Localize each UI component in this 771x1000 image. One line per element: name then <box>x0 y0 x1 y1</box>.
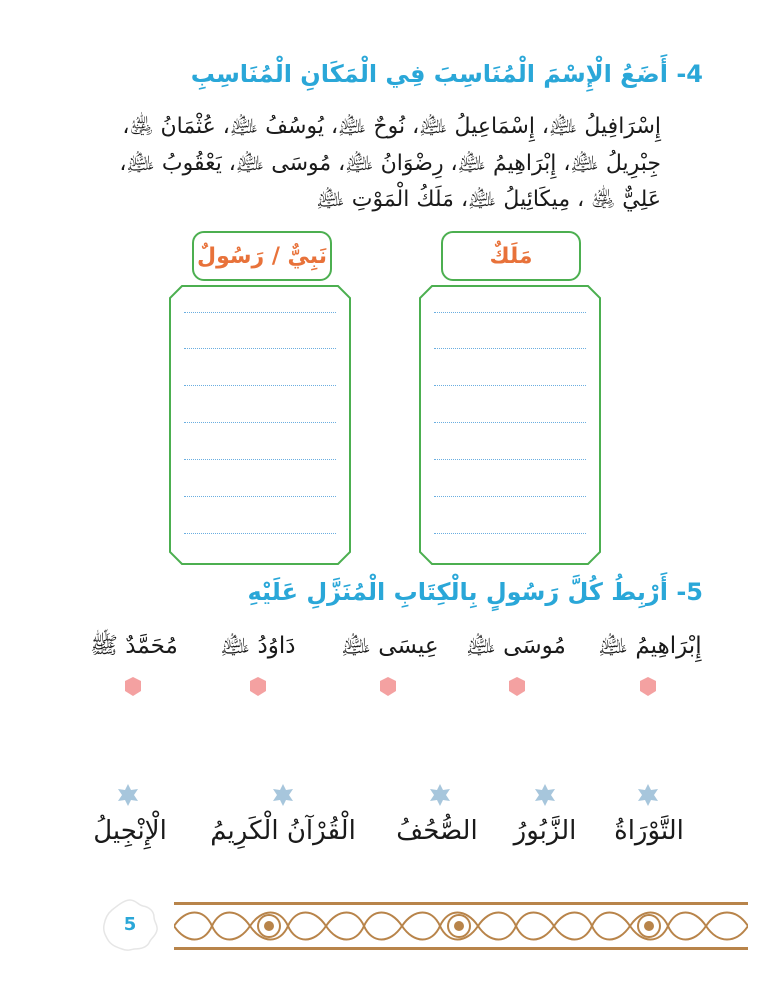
names-line-1: إِسْرَافِيلُ ﵇، إِسْمَاعِيلُ ﵇، نُوحٌ ﵇، يُوسُفُ ﵇، عُثْمَانُ ﵁، <box>122 114 661 139</box>
prophet-musa: مُوسَى ﵇ <box>466 633 566 659</box>
answer-line[interactable] <box>184 348 336 349</box>
star-dot-zabur <box>535 784 555 806</box>
prophet-dots <box>0 674 771 700</box>
names-line-3: عَلِيٌّ ﵁ ، مِيكَائِيلُ ﵇، مَلَكُ الْمَوْتِ ﵇ <box>316 187 661 212</box>
question-5-title: 5- أَرْبِطُ كُلَّ رَسُولٍ بِالْكِتَابِ الْمُنَزَّلِ عَلَيْهِ <box>247 578 703 606</box>
answer-line[interactable] <box>434 312 586 313</box>
answer-line[interactable] <box>434 496 586 497</box>
names-line-2: جِبْرِيلُ ﵇، إِبْرَاهِيمُ ﵇، رِضْوَانُ ﵇، مُوسَى ﵇، يَعْقُوبُ ﵇، <box>119 151 661 176</box>
answer-line[interactable] <box>434 533 586 534</box>
star-dot-quran <box>273 784 293 806</box>
answer-line[interactable] <box>434 459 586 460</box>
book-suhuf: الصُّحُفُ <box>396 816 478 846</box>
book-quran: الْقُرْآنُ الْكَرِيمُ <box>210 816 356 846</box>
page-number-badge <box>100 897 160 953</box>
connect-dot-ibrahim <box>640 677 656 696</box>
answer-line[interactable] <box>184 459 336 460</box>
prophet-ibrahim: إِبْرَاهِيمُ ﵇ <box>598 633 702 659</box>
answer-line[interactable] <box>184 312 336 313</box>
label-angel <box>441 231 581 281</box>
star-dot-tawrah <box>638 784 658 806</box>
answer-line[interactable] <box>184 385 336 386</box>
question-4-title: 4- أَضَعُ الْإِسْمَ الْمُنَاسِبَ فِي الْمَكَانِ الْمُنَاسِبِ <box>190 60 703 88</box>
answer-line[interactable] <box>184 533 336 534</box>
answer-card-prophets <box>168 284 352 566</box>
connect-dot-dawud <box>250 677 266 696</box>
label-prophet-text: نَبِيٌّ / رَسُولٌ <box>196 243 328 269</box>
answer-line[interactable] <box>434 385 586 386</box>
label-angel-text: مَلَكٌ <box>489 243 533 269</box>
answer-line[interactable] <box>184 422 336 423</box>
book-tawrah: التَّوْرَاةُ <box>614 816 684 846</box>
answer-card-angels <box>418 284 602 566</box>
star-dot-suhuf <box>430 784 450 806</box>
label-prophet-messenger <box>192 231 332 281</box>
prophet-isa: عِيسَى ﵇ <box>341 633 439 659</box>
connect-dot-muhammad <box>125 677 141 696</box>
answer-line[interactable] <box>184 496 336 497</box>
prophet-dawud: دَاوُدُ ﵇ <box>220 633 296 659</box>
prophet-muhammad: مُحَمَّدٌ ﷺ <box>90 633 178 659</box>
connect-dot-musa <box>509 677 525 696</box>
book-dots <box>0 782 771 808</box>
star-dot-injil <box>118 784 138 806</box>
answer-line[interactable] <box>434 348 586 349</box>
ornamental-border <box>174 900 748 952</box>
page-number: 5 <box>123 914 137 935</box>
connect-dot-isa <box>380 677 396 696</box>
book-zabur: الزَّبُورُ <box>513 816 577 846</box>
book-injil: الْإِنْجِيلُ <box>93 816 167 846</box>
answer-line[interactable] <box>434 422 586 423</box>
